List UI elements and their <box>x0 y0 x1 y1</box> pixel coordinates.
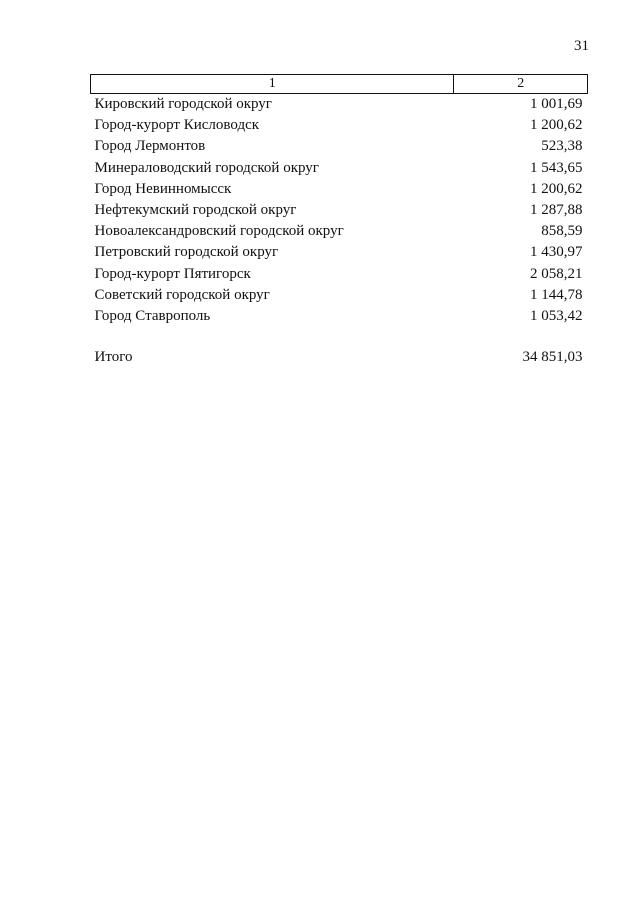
column-header-1: 1 <box>91 75 454 94</box>
table-row <box>91 136 588 157</box>
row-value: 1 430,97 <box>530 244 583 261</box>
total-row <box>91 347 588 368</box>
table-row <box>91 264 588 285</box>
column-header-2: 2 <box>454 75 588 94</box>
table-row <box>91 200 588 221</box>
row-value: 1 200,62 <box>530 117 583 134</box>
row-value: 1 200,62 <box>530 180 583 197</box>
table-row <box>91 221 588 242</box>
table-row <box>91 285 588 306</box>
row-name: Город-курорт Пятигорск <box>94 265 251 282</box>
spacer-cell <box>91 327 454 347</box>
row-value: 1 287,88 <box>530 202 583 219</box>
table-row <box>91 179 588 200</box>
row-value: 1 543,65 <box>530 159 583 176</box>
row-value: 2 058,21 <box>530 265 583 282</box>
row-name: Город Лермонтов <box>94 138 206 155</box>
row-name: Город Ставрополь <box>94 308 211 325</box>
spacer-cell <box>454 327 588 347</box>
row-value: 1 053,42 <box>530 308 583 325</box>
table-row <box>91 158 588 179</box>
total-value: 34 851,03 <box>522 349 583 366</box>
header-row <box>91 75 588 94</box>
row-value: 523,38 <box>541 138 583 155</box>
row-name: Город-курорт Кисловодск <box>94 117 260 134</box>
row-name: Город Невинномысск <box>94 180 232 197</box>
table-row <box>91 94 588 116</box>
row-name: Петровский городской округ <box>94 244 279 261</box>
row-name: Нефтекумский городской округ <box>94 202 297 219</box>
row-name: Советский городской округ <box>94 286 270 303</box>
row-name: Кировский городской округ <box>94 96 272 112</box>
table-body <box>91 94 588 369</box>
row-name: Новоалександровский городской округ <box>94 223 344 240</box>
table-row <box>91 306 588 327</box>
page-number: 31 <box>574 38 589 54</box>
table-row <box>91 242 588 263</box>
row-value: 858,59 <box>541 223 583 240</box>
total-label: Итого <box>94 349 133 366</box>
table-row <box>91 115 588 136</box>
row-value: 1 144,78 <box>530 286 583 303</box>
table-header <box>91 75 588 94</box>
allocation-table <box>90 74 588 368</box>
row-name: Минераловодский городской округ <box>94 159 319 176</box>
row-value: 1 001,69 <box>530 96 583 112</box>
spacer-row <box>91 327 588 347</box>
